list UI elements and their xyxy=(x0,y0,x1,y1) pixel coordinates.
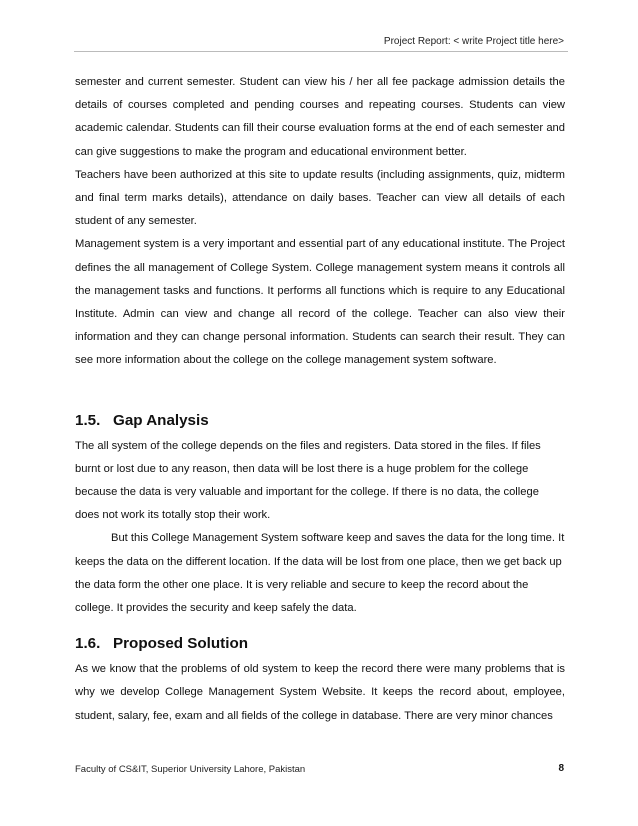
page-body xyxy=(75,71,565,728)
solution-paragraph-1: As we know that the problems of old system to keep the record there were many problems that is why we develop College Management System Website. It keeps the record about, employee, student, salary, fee, exam and all fields of the college in database. There are very minor chances xyxy=(75,663,565,722)
section-title: Gap Analysis xyxy=(113,411,209,429)
section-title: Proposed Solution xyxy=(113,635,248,653)
section-number: 1.5. xyxy=(75,411,101,429)
section-number: 1.6. xyxy=(75,635,101,653)
gap-paragraph-1: The all system of the college depends on the files and registers. Data stored in the files. If files burnt or lost due to any reason, then data will be lost there is a huge problem for the college because the data is very valuable and important for the college. If there is no data, the college does not work its totally stop their work. xyxy=(75,439,541,522)
page-number: 8 xyxy=(558,763,564,774)
gap-paragraph-2: But this College Management System software keep and saves the data for the long time. It keeps the data on the different location. If the data will be lost from one place, then we get back up the data form the other one place. It is very reliable and secure to keep the record about the college. It provides the security and keep safely the data. xyxy=(75,532,565,615)
footer-institution: Faculty of CS&IT, Superior University Lahore, Pakistan xyxy=(75,764,306,775)
header-divider xyxy=(74,51,568,52)
intro-paragraph-1: semester and current semester. Student can view his / her all fee package admission details the details of courses completed and pending courses and repeating courses. Students can view academic calendar. Students can fill their course evaluation forms at the end of each semester and can give suggestions to make the program and educational environment better. xyxy=(75,76,565,158)
intro-paragraph-3: Management system is a very important and essential part of any educational institute. The Project defines the all management of College System. College management system means it controls all the management tasks and functions. It performs all functions which is require to any Educational Institute. Admin can view and change all record of the college. Teacher can also view their information and they can change personal information. Students can search their result. They can see more information about the college on the college management system software. xyxy=(75,238,565,367)
section-heading-gap-analysis xyxy=(75,411,565,431)
running-header: Project Report: < write Project title here> xyxy=(383,36,564,47)
section-heading-proposed-solution xyxy=(75,634,565,654)
intro-paragraph-2: Teachers have been authorized at this site to update results (including assignments, quiz, midterm and final term marks details), attendance on daily bases. Teacher can view all details of each student of any semester. xyxy=(75,168,565,228)
